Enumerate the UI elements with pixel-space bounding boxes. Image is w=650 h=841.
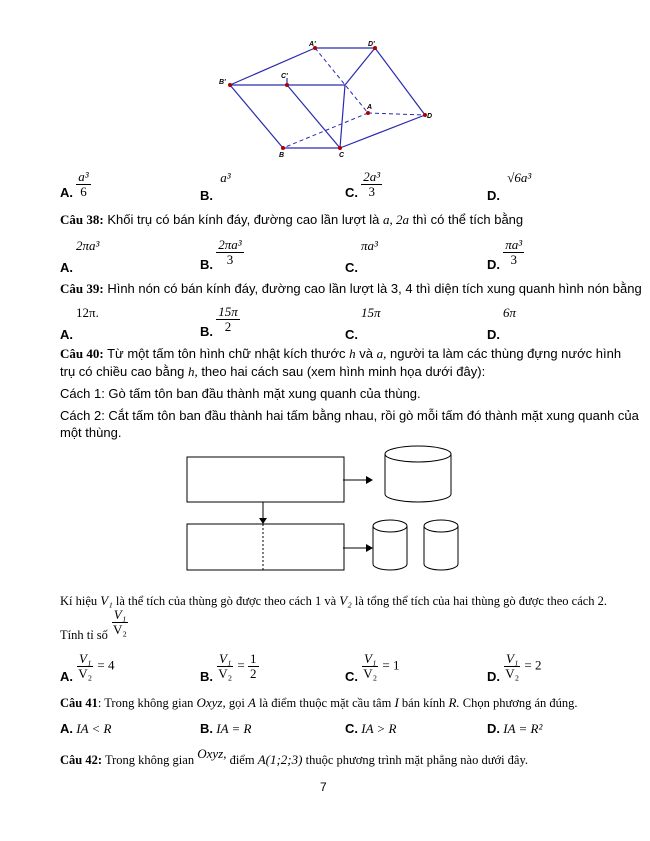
q40-way2-line2: một thùng. bbox=[60, 425, 122, 440]
option-fraction: $\frac{\text{a³}}{6}$ bbox=[78, 169, 89, 199]
option-rhs: = bbox=[237, 657, 245, 673]
question-label: Câu 41 bbox=[60, 696, 98, 710]
math-inline: A bbox=[247, 695, 256, 710]
option-letter: B. bbox=[200, 324, 213, 340]
q37-option-a[interactable] bbox=[60, 170, 91, 199]
text: là tổng thể tích của hai thùng gò được theo cách 2. bbox=[354, 594, 608, 608]
option-rhs: = 4 bbox=[97, 657, 115, 673]
q40-stem-line1 bbox=[60, 345, 621, 363]
option-letter: C. bbox=[345, 327, 358, 342]
question-text: Từ một tấm tôn hình chữ nhật kích thước bbox=[107, 346, 346, 361]
option-expr: IA = R bbox=[216, 721, 252, 736]
q42-stem bbox=[60, 746, 529, 768]
math-inline: V₂ bbox=[339, 593, 352, 608]
option-letter: B. bbox=[200, 188, 213, 203]
option-letter: B. bbox=[200, 721, 213, 736]
text: Trong không gian bbox=[104, 753, 195, 767]
option-letter: B. bbox=[200, 257, 213, 273]
option-letter: A. bbox=[60, 185, 73, 201]
option-letter: C. bbox=[345, 260, 358, 275]
option-rhs: = 1 bbox=[382, 657, 400, 673]
option-letter: A. bbox=[60, 721, 73, 736]
option-expr: 6π bbox=[503, 305, 517, 320]
q38-option-b[interactable] bbox=[200, 237, 244, 273]
question-text: trụ có chiều cao bằng bbox=[60, 364, 185, 379]
vertex-label: B bbox=[279, 152, 285, 159]
question-text: theo hai cách sau (xem hình minh họa dưới đây): bbox=[201, 364, 486, 379]
option-fraction: $\frac{\text{πa³}}{3}$ bbox=[505, 237, 523, 267]
vertex-label: C' bbox=[281, 73, 288, 80]
q41-option-b[interactable] bbox=[200, 721, 252, 737]
text: bán kính bbox=[401, 696, 446, 710]
vertex-label: A bbox=[367, 104, 373, 111]
q38-stem bbox=[60, 211, 523, 229]
page-number: 7 bbox=[320, 780, 327, 794]
option-expr: 12π. bbox=[76, 305, 99, 320]
sheet-rectangle-bottom bbox=[187, 524, 344, 570]
q40-way1: Cách 1: Gò tấm tôn ban đầu thành mặt xung quanh của thùng. bbox=[60, 386, 421, 401]
question-label: Câu 38: bbox=[60, 212, 104, 227]
option-expr: IA = R² bbox=[503, 721, 543, 736]
q40-option-b[interactable] bbox=[200, 651, 259, 685]
q41-stem bbox=[60, 695, 578, 711]
question-label: Câu 39: bbox=[60, 281, 104, 296]
q41-option-c[interactable] bbox=[345, 721, 397, 737]
cylinder-large bbox=[385, 446, 451, 502]
q40-definition bbox=[60, 593, 607, 609]
q39-option-a[interactable] bbox=[60, 305, 99, 342]
cylinder-diagram bbox=[180, 440, 480, 580]
q40-option-a[interactable] bbox=[60, 651, 115, 685]
option-expr: a³ bbox=[220, 170, 231, 185]
option-expr: IA > R bbox=[361, 721, 397, 736]
math-inline: Oxyz, bbox=[197, 746, 227, 761]
math-inline: V₁ bbox=[100, 593, 113, 608]
text: Kí hiệu bbox=[60, 594, 98, 608]
option-fraction: $\frac{15\pi}{2}$ bbox=[218, 304, 238, 334]
math-inline: I bbox=[394, 695, 399, 710]
option-letter: A. bbox=[60, 260, 73, 275]
text: là thể tích của thùng gò được theo cách 1 và bbox=[115, 594, 337, 608]
question-text: và bbox=[359, 346, 373, 361]
q40-way2-line1: Cách 2: Cắt tấm tôn ban đầu thành hai tấm bằng nhau, rồi gò mỗi tấm đó thành mặt xung quanh của bbox=[60, 408, 639, 423]
option-letter: A. bbox=[60, 669, 73, 685]
option-letter: D. bbox=[487, 188, 500, 203]
option-letter: C. bbox=[345, 185, 358, 201]
text: là điểm thuộc mặt cầu tâm bbox=[259, 696, 392, 710]
option-expr: √6a³ bbox=[507, 170, 532, 185]
math-inline: A(1;2;3) bbox=[257, 752, 303, 767]
option-expr: IA < R bbox=[76, 721, 112, 736]
arrow-down-icon bbox=[259, 518, 267, 524]
option-rhs: = 2 bbox=[524, 657, 542, 673]
q39-option-c[interactable] bbox=[345, 305, 381, 342]
math-inline: h bbox=[349, 346, 356, 361]
q39-option-d[interactable] bbox=[487, 305, 516, 342]
sheet-rectangle-top bbox=[187, 457, 344, 502]
q38-option-c[interactable] bbox=[345, 238, 378, 275]
q40-option-c[interactable] bbox=[345, 651, 400, 685]
q39-stem bbox=[60, 280, 642, 298]
cylinder-small-2 bbox=[424, 520, 458, 570]
question-label: Câu 42: bbox=[60, 753, 103, 767]
math-inline: h, bbox=[187, 364, 198, 379]
question-label: Câu 40: bbox=[60, 346, 104, 361]
question-text: Khối trụ có bán kính đáy, đường cao lần lượt là bbox=[107, 212, 380, 227]
prism-figure bbox=[215, 40, 445, 160]
option-fraction: $\frac{\text{2a³}}{3}$ bbox=[363, 169, 381, 199]
option-letter: D. bbox=[487, 721, 500, 736]
option-letter: A. bbox=[60, 327, 73, 342]
text: Chọn phương án đúng. bbox=[462, 696, 578, 710]
arrow-right-icon bbox=[366, 476, 373, 484]
option-letter: C. bbox=[345, 669, 358, 685]
math-inline: Oxyz, bbox=[196, 695, 226, 710]
option-fraction: $\frac{\text{V₁}}{\text{V₂}}$ bbox=[78, 651, 93, 681]
q37-option-d[interactable] bbox=[487, 170, 532, 203]
text: điểm bbox=[229, 753, 255, 767]
vertex-label: A' bbox=[309, 41, 316, 48]
ratio-fraction: $\frac{\text{V₁}}{\text{V₂}}$ bbox=[113, 607, 127, 637]
option-letter: D. bbox=[487, 669, 500, 685]
q37-option-c[interactable] bbox=[345, 170, 382, 199]
option-fraction: $\frac{\text{V₁}}{\text{V₂}}$ bbox=[363, 651, 378, 681]
q40-stem-line2 bbox=[60, 363, 485, 381]
option-fraction: $\frac{\text{V₁}}{\text{V₂}}$ bbox=[218, 651, 233, 681]
question-text: thì có thể tích bằng bbox=[412, 212, 524, 227]
arrow-right-icon bbox=[366, 544, 373, 552]
q41-option-a[interactable] bbox=[60, 721, 112, 737]
text: Tính tỉ số bbox=[60, 628, 108, 643]
q37-option-b[interactable] bbox=[200, 170, 231, 203]
option-expr: 15π bbox=[361, 305, 381, 320]
q40-option-d[interactable] bbox=[487, 651, 542, 685]
math-inline: a, bbox=[376, 346, 387, 361]
option-fraction: $\frac{\text{2πa³}}{3}$ bbox=[218, 237, 242, 267]
vertex-label: C bbox=[339, 152, 345, 159]
question-text: người ta làm các thùng đựng nước hình bbox=[389, 346, 622, 361]
option-expr: 2πa³ bbox=[76, 238, 100, 253]
math-inline: a, 2a bbox=[382, 212, 409, 227]
cylinder-small-1 bbox=[373, 520, 407, 570]
q38-option-a[interactable] bbox=[60, 238, 99, 275]
option-letter: B. bbox=[200, 669, 213, 685]
option-letter: D. bbox=[487, 327, 500, 342]
text: thuộc phương trình mặt phẳng nào dưới đây. bbox=[305, 753, 529, 767]
text: : Trong không gian bbox=[97, 696, 194, 710]
q38-option-d[interactable] bbox=[487, 237, 524, 273]
option-letter: D. bbox=[487, 257, 500, 273]
question-text: Hình nón có bán kính đáy, đường cao lần lượt là 3, 4 thì diện tích xung quanh hình nón bằng bbox=[107, 281, 642, 296]
option-rhs-fraction: $\frac{1}{2}$ bbox=[250, 651, 257, 681]
vertex-label: B' bbox=[219, 79, 226, 86]
math-inline: R. bbox=[448, 695, 460, 710]
vertex-label: D' bbox=[368, 41, 375, 48]
option-letter: C. bbox=[345, 721, 358, 736]
text: gọi bbox=[228, 696, 245, 710]
q41-option-d[interactable] bbox=[487, 721, 542, 737]
option-expr: πa³ bbox=[361, 238, 378, 253]
vertex-label: D bbox=[427, 113, 433, 120]
q40-ratio-line bbox=[60, 607, 129, 643]
q39-option-b[interactable] bbox=[200, 304, 240, 340]
option-fraction: $\frac{\text{V₁}}{\text{V₂}}$ bbox=[505, 651, 520, 681]
